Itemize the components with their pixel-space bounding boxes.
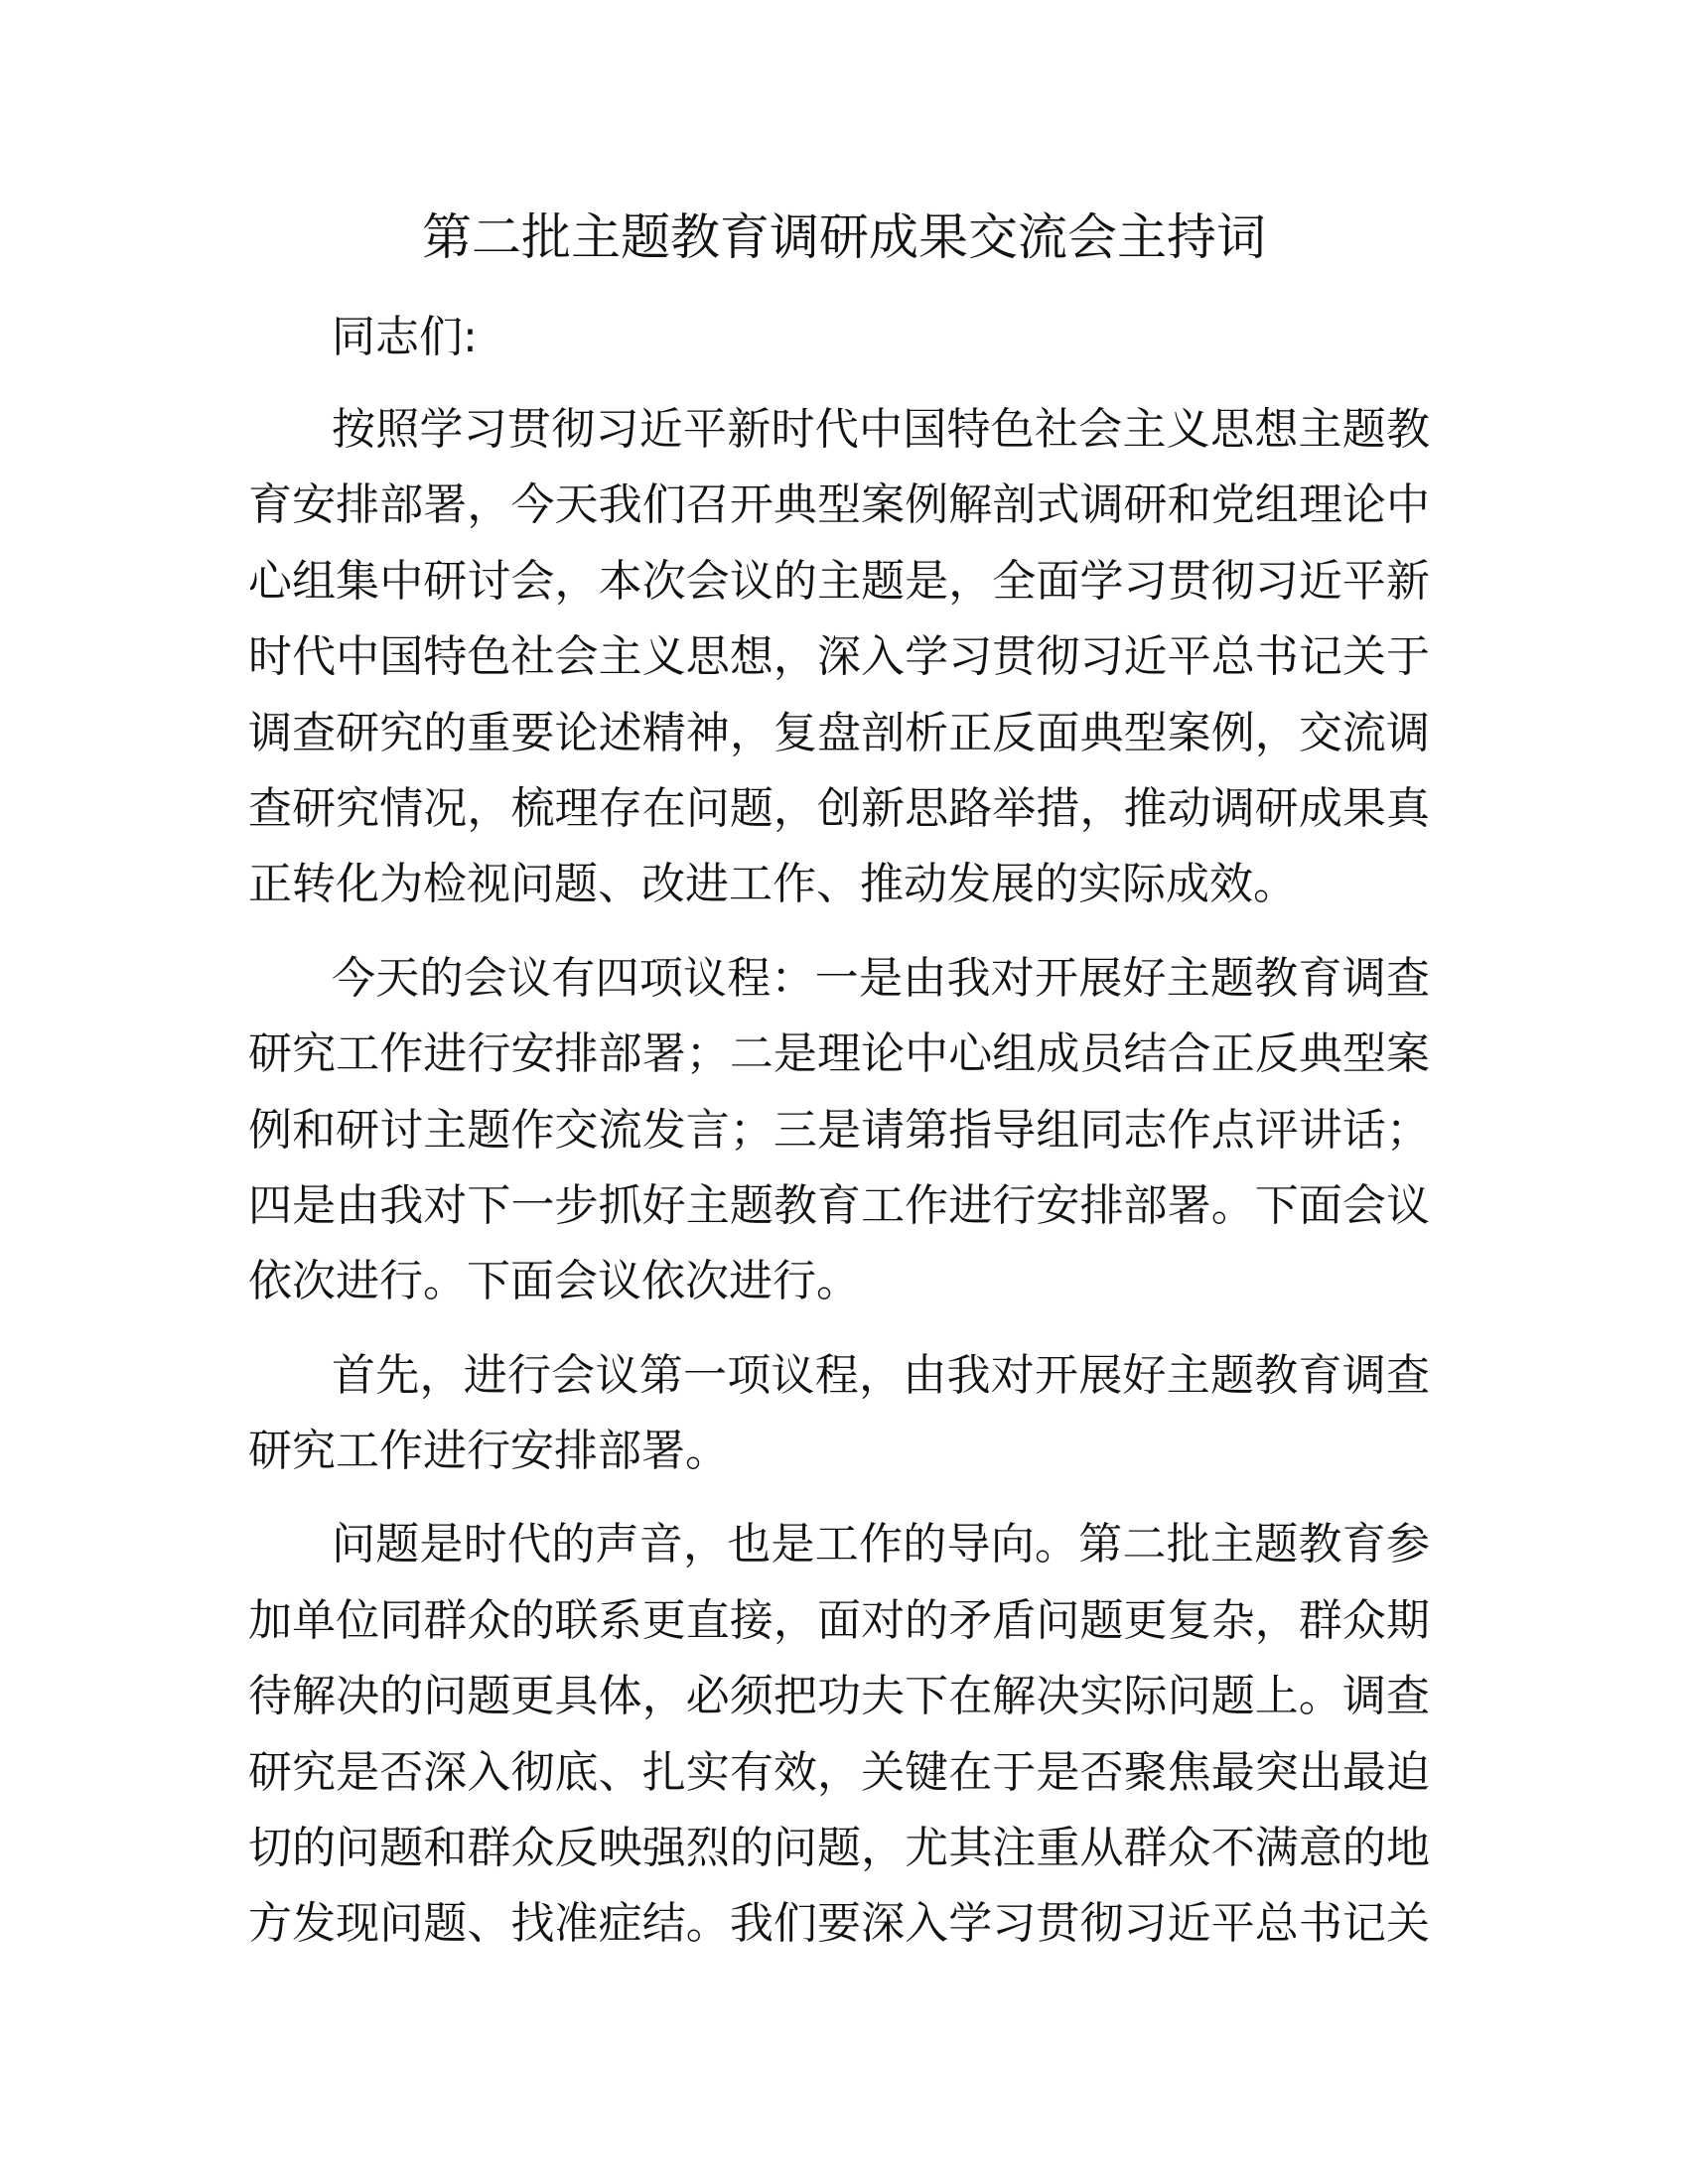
paragraph-line: 首先，进行会议第一项议程，由我对开展好主题教育调查 <box>332 1349 1430 1401</box>
paragraph <box>248 1338 1430 1490</box>
paragraph-line: 加单位同群众的联系更直接，面对的矛盾问题更复杂，群众期 <box>248 1594 1430 1646</box>
greeting: 同志们: <box>332 312 478 362</box>
paragraph <box>248 392 1430 923</box>
paragraph <box>248 941 1430 1320</box>
paragraph-line: 育安排部署，今天我们召开典型案例解剖式调研和党组理论中 <box>248 479 1430 531</box>
paragraph-line: 切的问题和群众反映强烈的问题，尤其注重从群众不满意的地 <box>248 1823 1430 1874</box>
paragraph-line: 今天的会议有四项议程：一是由我对开展好主题教育调查 <box>332 952 1430 1004</box>
paragraph-line: 正转化为检视问题、改进工作、推动发展的实际成效。 <box>248 859 1297 910</box>
paragraph-line: 时代中国特色社会主义思想，深入学习贯彻习近平总书记关于 <box>248 631 1430 683</box>
paragraph-line: 问题是时代的声音，也是工作的导向。第二批主题教育参 <box>332 1519 1430 1570</box>
paragraph-line: 查研究情况，梳理存在问题，创新思路举措，推动调研成果真 <box>248 782 1430 834</box>
paragraph-line: 依次进行。下面会议依次进行。 <box>248 1256 860 1307</box>
paragraph-line: 调查研究的重要论述精神，复盘剖析正反面典型案例，交流调 <box>248 707 1430 758</box>
paragraph-line: 研究工作进行安排部署。 <box>248 1426 729 1477</box>
paragraph-line: 研究是否深入彻底、扎实有效，关键在于是否聚焦最突出最迫 <box>248 1746 1430 1798</box>
paragraph-line: 四是由我对下一步抓好主题教育工作进行安排部署。下面会议 <box>248 1179 1430 1231</box>
paragraph-line: 研究工作进行安排部署；二是理论中心组成员结合正反典型案 <box>248 1028 1430 1080</box>
document-title: 第二批主题教育调研成果交流会主持词 <box>422 208 1266 266</box>
paragraph-line: 例和研讨主题作交流发言；三是请第指导组同志作点评讲话； <box>248 1104 1430 1156</box>
paragraph-line: 心组集中研讨会，本次会议的主题是，全面学习贯彻习近平新 <box>248 555 1430 607</box>
paragraph-line: 按照学习贯彻习近平新时代中国特色社会主义思想主题教 <box>332 404 1430 455</box>
paragraph <box>248 1507 1430 1962</box>
document-body <box>248 392 1430 1980</box>
paragraph-line: 待解决的问题更具体，必须把功夫下在解决实际问题上。调查 <box>248 1671 1430 1722</box>
paragraph-line: 方发现问题、找准症结。我们要深入学习贯彻习近平总书记关 <box>248 1898 1430 1950</box>
